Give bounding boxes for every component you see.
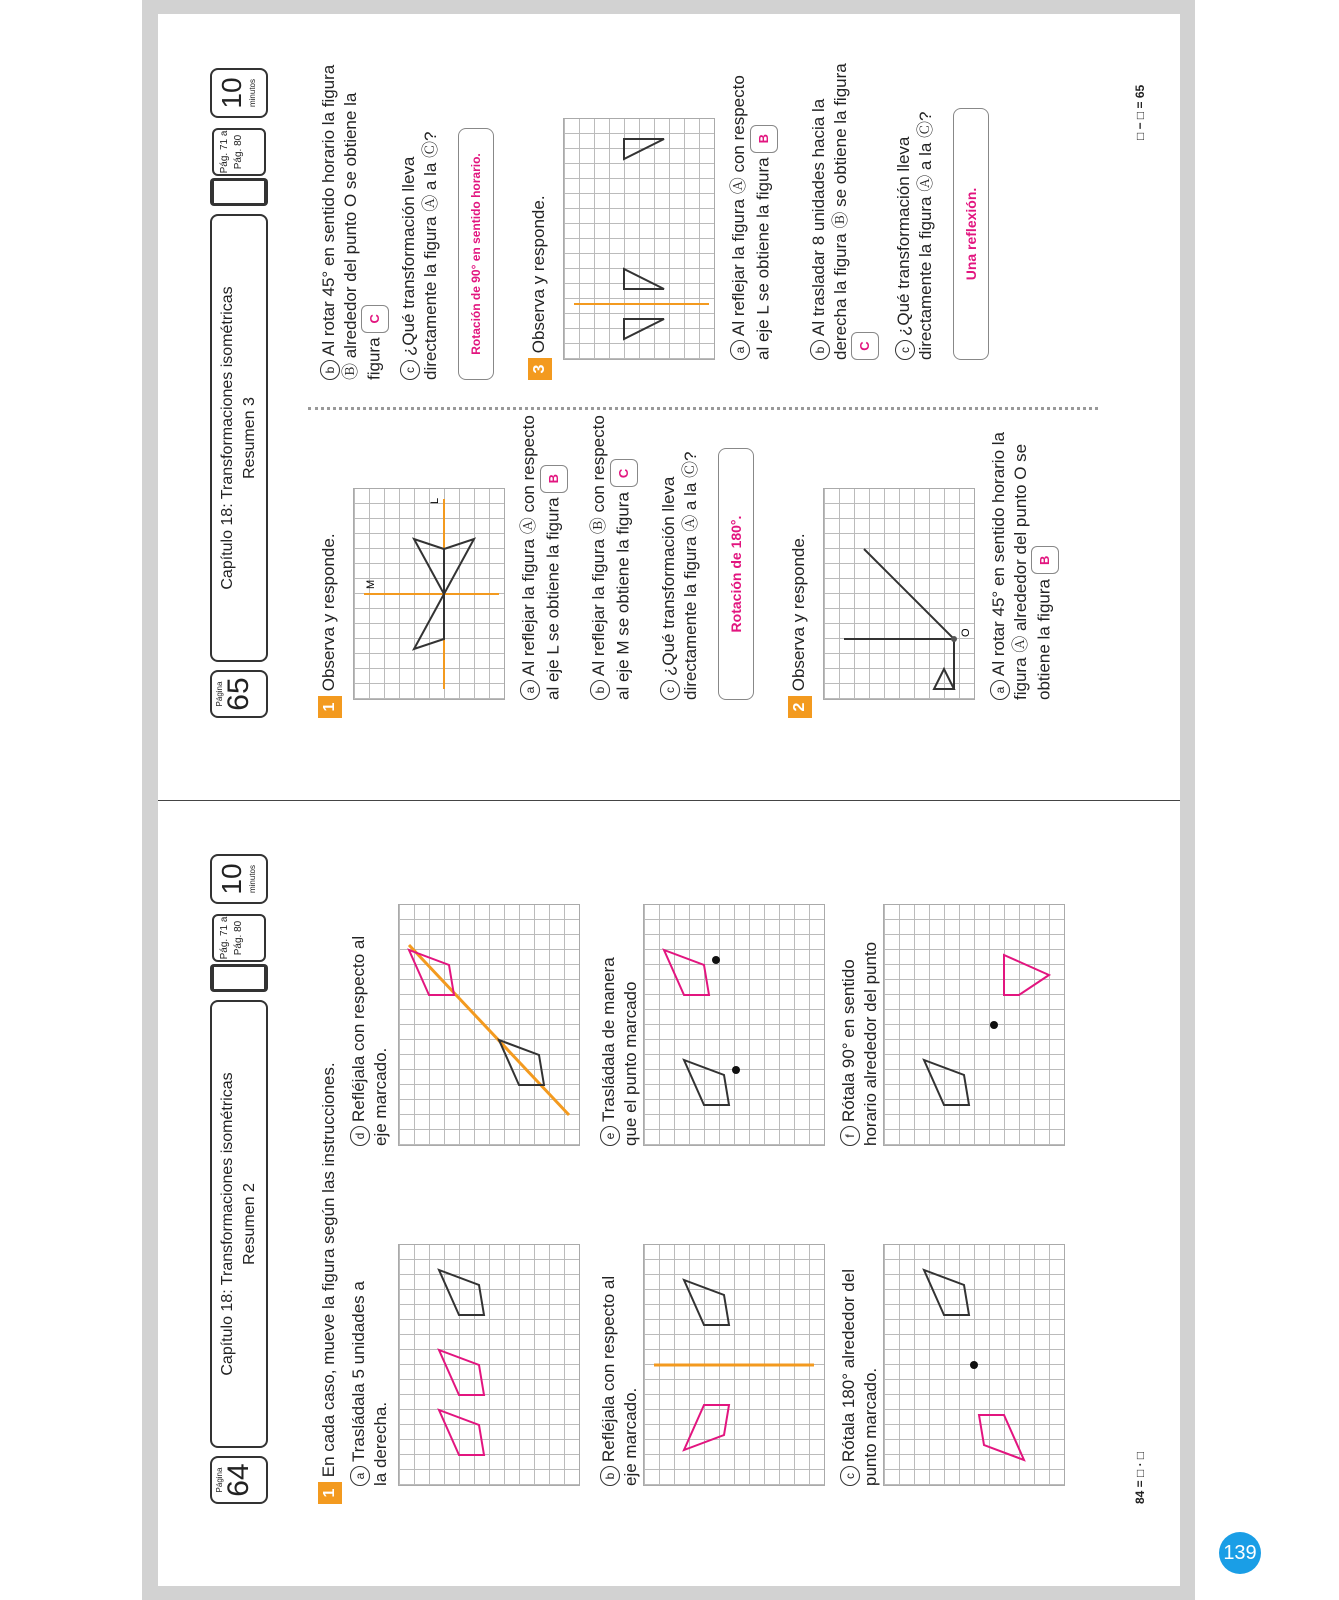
answer-box: C <box>361 305 389 333</box>
grid-b <box>643 1244 825 1486</box>
item-text: Rótala 90° en sentido horario alrededor del punto <box>839 941 880 1146</box>
item-letter: a <box>990 680 1010 700</box>
page-number-box <box>210 670 268 718</box>
question-title: Observa y responde. <box>319 533 338 692</box>
minutes-unit: minutos <box>248 79 257 108</box>
question-number: 1 <box>318 1482 342 1504</box>
minutes-value: 10 <box>216 77 247 109</box>
summary-label: Resumen 2 <box>241 1183 258 1265</box>
q1-heading <box>318 398 342 718</box>
q1-heading <box>318 824 342 1504</box>
q2-heading <box>788 398 812 718</box>
question-title: Observa y responde. <box>529 195 548 354</box>
item-text: Rótala 180° alrededor del punto marcado. <box>839 1269 880 1486</box>
q2-diagram <box>824 489 974 699</box>
minutes-value: 10 <box>216 863 247 895</box>
item-letter: c <box>840 1466 860 1486</box>
q2-a-text: Al rotar 45° en sentido horario la figura Ⓐ alrededor del punto O se obtiene la figura <box>989 432 1054 700</box>
q1-c <box>658 400 701 700</box>
q3-b-text: Al trasladar 8 unidades hacia la derecha la figura Ⓑ se obtiene la figura <box>809 63 850 360</box>
book-icon <box>210 964 268 992</box>
q3-a-text: Al reflejar la figura Ⓐ con respecto al eje L se obtiene la figura <box>729 75 773 360</box>
rotation-figures <box>884 1245 1064 1485</box>
answer-box: C <box>610 459 638 487</box>
q3-c-answer: Una reflexión. <box>953 108 989 360</box>
answer-box: B <box>750 125 778 153</box>
translation-figures <box>644 905 824 1145</box>
q1-a <box>518 400 568 700</box>
item-b <box>598 1266 641 1486</box>
question-number: 1 <box>318 696 342 718</box>
item-text: Refléjala con respecto al eje marcado. <box>349 935 390 1146</box>
left-footer: 84 = □ · □ <box>1133 1451 1147 1504</box>
minutes-unit: minutos <box>248 865 257 894</box>
right-footer: □ − □ = 65 <box>1133 84 1147 140</box>
page-number-badge: 139 <box>1219 1532 1261 1574</box>
q2-b-text: Al rotar 45° en sentido horario la figura Ⓑ alrededor del punto O se obtiene la figura <box>319 64 384 380</box>
chapter-title: Capítulo 18: Transformaciones isométricas <box>219 1072 236 1376</box>
q3-b <box>808 60 879 360</box>
q1-a-text: Al reflejar la figura Ⓐ con respecto al eje L se obtiene la figura <box>519 415 563 700</box>
q1-c-answer: Rotación de 180°. <box>718 448 754 700</box>
answer-box: B <box>1031 546 1059 574</box>
timer-box <box>210 68 268 118</box>
item-letter: c <box>895 340 915 360</box>
item-letter: c <box>660 680 680 700</box>
q3-a <box>728 60 778 360</box>
item-text: Refléjala con respecto al eje marcado. <box>599 1275 640 1486</box>
q2-c-text: ¿Qué transformación lleva directamente la figura Ⓐ a la Ⓒ? <box>399 131 440 380</box>
rotation90-figures <box>884 905 1064 1145</box>
item-letter: a <box>350 1466 370 1486</box>
page-range: Pág. 71 a Pág. 80 <box>212 914 266 962</box>
item-text: Trasládala 5 unidades a la derecha. <box>349 1281 390 1486</box>
item-letter: b <box>590 680 610 700</box>
grid-a <box>398 1244 580 1486</box>
q1-b-text: Al reflejar la figura Ⓑ con respecto al eje M se obtiene la figura <box>589 415 633 700</box>
item-letter: a <box>730 340 750 360</box>
q2-b <box>318 60 389 380</box>
point-O-label: O <box>960 628 972 637</box>
summary-label: Resumen 3 <box>241 397 258 479</box>
question-number: 3 <box>528 358 552 380</box>
axis-M-label: M <box>365 579 377 589</box>
q1-c-text: ¿Qué transformación lleva directamente la figura Ⓐ a la Ⓒ? <box>659 451 700 700</box>
q1-b <box>588 400 638 700</box>
item-letter: b <box>810 340 830 360</box>
chapter-title: Capítulo 18: Transformaciones isométricas <box>219 286 236 590</box>
timer-box <box>210 854 268 904</box>
item-d <box>348 926 391 1146</box>
diagonal-reflection-figures <box>399 905 579 1145</box>
q2-c-answer: Rotación de 90° en sentido horario. <box>458 128 494 380</box>
item-c <box>838 1266 881 1486</box>
book-reference <box>210 126 268 206</box>
item-letter: f <box>840 1126 860 1146</box>
grid-e <box>643 904 825 1146</box>
grid-f <box>883 904 1065 1146</box>
answer-box: C <box>851 332 879 360</box>
q3-c-text: ¿Qué transformación lleva directamente la figura Ⓐ a la Ⓒ? <box>894 111 935 360</box>
page-number-box <box>210 1456 268 1504</box>
q3-diagram <box>564 119 714 359</box>
page-label: Página <box>215 681 224 707</box>
q3-grid <box>563 118 715 360</box>
page-range: Pág. 71 a Pág. 80 <box>212 128 266 176</box>
grid-d <box>398 904 580 1146</box>
rotated-spread <box>158 14 1180 1586</box>
q2-grid <box>823 488 975 700</box>
column-separator <box>308 407 1098 410</box>
item-letter: e <box>600 1126 620 1146</box>
book-spread <box>158 14 1180 1586</box>
page-number: 65 <box>222 677 255 711</box>
grid-c <box>883 1244 1065 1486</box>
item-letter: a <box>520 680 540 700</box>
right-page <box>158 14 1180 800</box>
book-icon <box>210 178 268 206</box>
left-page <box>158 800 1180 1586</box>
item-a <box>348 1266 391 1486</box>
item-letter: b <box>600 1466 620 1486</box>
q3-c <box>893 60 936 360</box>
q2-a <box>988 400 1059 700</box>
question-number: 2 <box>788 696 812 718</box>
page-divider <box>158 800 1180 801</box>
page-label: Página <box>215 1467 224 1493</box>
answer-box: B <box>540 465 568 493</box>
q3-heading <box>528 60 552 380</box>
page-number: 64 <box>222 1463 255 1497</box>
item-letter: c <box>400 360 420 380</box>
item-letter: d <box>350 1126 370 1146</box>
q1-diagram <box>354 489 504 699</box>
item-text: Trasládala de manera que el punto marcado <box>599 957 640 1146</box>
chapter-title-box <box>210 1000 268 1448</box>
chapter-title-box <box>210 214 268 662</box>
question-title: Observa y responde. <box>789 533 808 692</box>
book-reference <box>210 912 268 992</box>
item-letter: b <box>320 360 340 380</box>
q1-instruction: En cada caso, mueve la figura según las instrucciones. <box>319 1062 338 1478</box>
q1-grid <box>353 488 505 700</box>
reflection-figures <box>644 1245 824 1485</box>
axis-L-label: L <box>429 497 441 504</box>
cat-figures <box>399 1245 579 1485</box>
q2-c <box>398 60 441 380</box>
